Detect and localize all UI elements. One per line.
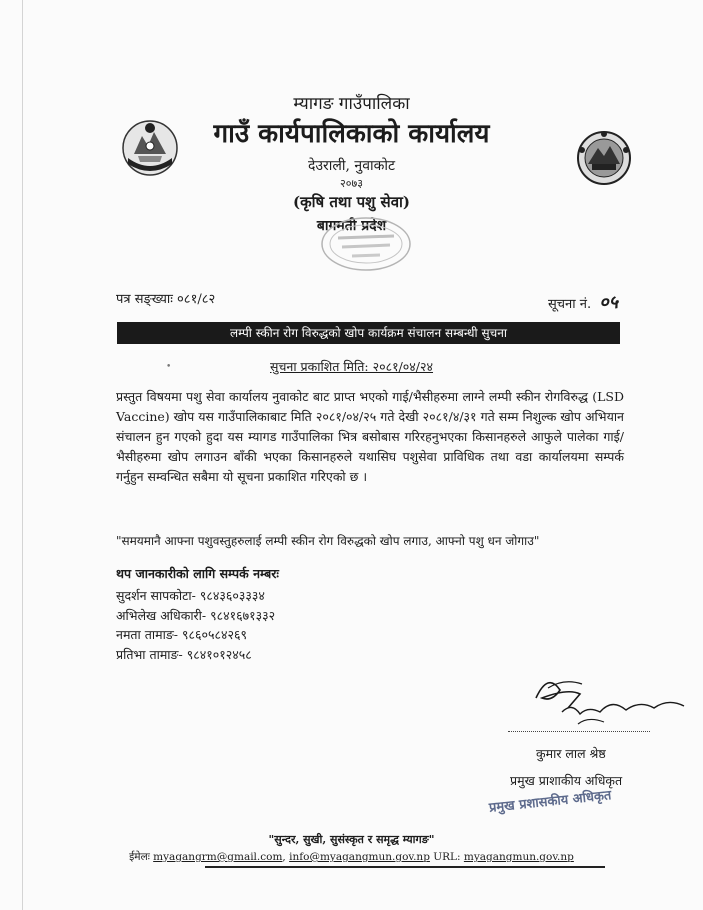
municipality-name: म्यागङ गाउँपालिका — [293, 94, 410, 114]
handwritten-signature — [508, 668, 698, 732]
email-label: ईमेलः — [129, 851, 150, 863]
office-address: देउराली, नुवाकोट — [307, 158, 396, 174]
office-seal-stamp — [318, 214, 414, 274]
campaign-slogan: "समयमानै आफ्ना पशुवस्तुहरुलाई लम्पी स्कीन रोग विरुद्धको खोप लगाउ, आफ्नो पशु धन जोगाउ" — [116, 534, 540, 548]
email-link-primary[interactable]: myagangrm@gmail.com — [153, 851, 283, 863]
reference-number — [116, 289, 215, 307]
contact-list — [116, 586, 275, 664]
footer-slogan: "सुन्दर, सुखी, सुसंस्कृत र समृद्ध म्यागङ" — [268, 833, 435, 846]
footer-rule — [205, 866, 605, 868]
url-label: URL: — [433, 851, 461, 863]
reference-value: ०८१/८२ — [177, 292, 216, 307]
department-name: (कृषि तथा पशु सेवा) — [292, 193, 411, 211]
notice-number-value: ०५ — [599, 292, 618, 313]
contact-item: अभिलेख अधिकारी- ९८४१६७१३३२ — [116, 607, 276, 623]
scan-dot: • — [166, 362, 172, 372]
notice-title-bar: लम्पी स्कीन रोग विरुद्धको खोप कार्यक्रम संचालन सम्बन्धी सुचना — [117, 322, 620, 344]
footer-contact: ईमेलः myagangrm@gmail.com, info@myagangmun.gov.np URL: myagangmun.gov.np — [129, 851, 574, 863]
contact-item: सुदर्शन सापकोटा- ९८४३६०३३३४ — [116, 588, 265, 603]
designation-stamp: प्रमुख प्रशासकीय अधिकृत — [488, 788, 613, 816]
notice-number-label: सूचना नं. — [548, 297, 592, 312]
reference-label: पत्र सङ्ख्याः — [116, 292, 173, 307]
notice-body: प्रस्तुत विषयमा पशु सेवा कार्यालय नुवाकोट बाट प्राप्त भएको गाई/भैसीहरुमा लाग्ने लम्पी स्कीन रोगविरुद्ध (LSD Vaccine) खोप यस गाउँपालिकाबाट मिति २०८१/०४/२५ गते देखी २०८१/४/३१ गते सम्म निशुल्क खोप अभियान संचालन हुन गएको हुदा यस म्यागड गाउँपालिका भित्र बसोबास गरिरहनुभएका किसानहरुले आफुले पालेका गाई/भैसीहरुमा खोप लगाउन बाँकी भएका किसानहरुले यथासिघ पशुसेवा प्राविधिक तथा वडा कार्यालयमा सम्पर्क गर्नुहुन सम्वन्धित सबैमा यो सूचना प्रकाशित गरिएको छ । — [116, 389, 624, 484]
email-link-info[interactable]: info@myagangmun.gov.np — [289, 851, 430, 863]
contact-item: प्रतिभा तामाङ- ९८४१०१२४५८ — [116, 646, 252, 662]
website-link[interactable]: myagangmun.gov.np — [463, 851, 574, 863]
published-date: सुचना प्रकाशित मिति: २०८१/०४/२४ — [270, 359, 434, 374]
province-name: बागमती प्रदेश — [316, 218, 387, 234]
signature-line — [508, 731, 650, 732]
contact-heading: थप जानकारीको लागि सम्पर्क नम्बरः — [116, 566, 279, 581]
office-title: गाउँ कार्यपालिकाको कार्यालय — [213, 119, 490, 149]
signatory-title: प्रमुख प्राशाकीय अधिकृत — [510, 773, 623, 788]
established-year: २०७३ — [340, 177, 363, 190]
contact-item: नमता तामाङ- ९८६०५८४२६९ — [116, 627, 247, 642]
signatory-name: कुमार लाल श्रेष्ठ — [536, 746, 606, 761]
notice-number — [548, 290, 618, 314]
